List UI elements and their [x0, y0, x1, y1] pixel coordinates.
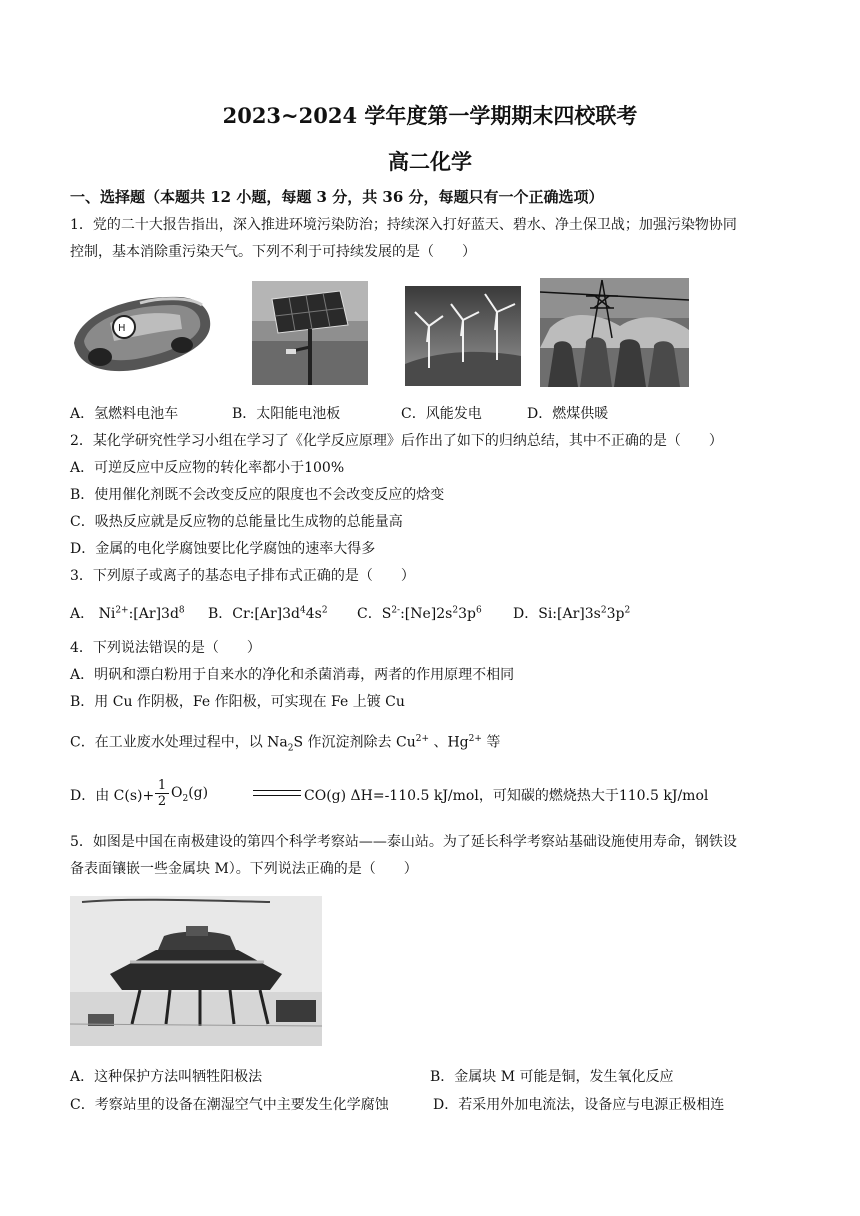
q4-stem: 4．下列说法错误的是（ ）: [70, 640, 261, 656]
wind-turbine-image: [405, 286, 521, 386]
taishan-station-image: [70, 896, 322, 1046]
q5-stem-line1: 5．如图是中国在南极建设的第四个科学考察站——泰山站。为了延长科学考察站基础设施使用寿命，钢铁设: [70, 834, 737, 850]
q2-stem: 2．某化学研究性学习小组在学习了《化学反应原理》后作出了如下的归纳总结，其中不正确的是（ ）: [70, 433, 723, 449]
q4-option-a: A．明矾和漂白粉用于自来水的净化和杀菌消毒，两者的作用原理不相同: [70, 667, 515, 683]
q5-option-d: D．若采用外加电流法，设备应与电源正极相连: [433, 1097, 725, 1113]
q1-option-a: A．氢燃料电池车: [70, 406, 179, 422]
q3-option-d: D．$Si:[Ar]3s^23p^2$: [513, 605, 631, 622]
q3-options: [70, 603, 790, 625]
svg-text:H: H: [118, 323, 126, 334]
section-heading: 一、选择题（本题共 12 小题，每题 3 分，共 36 分，每题只有一个正确选项）: [70, 188, 604, 206]
q2-option-c: C．吸热反应就是反应物的总能量比生成物的总能量高: [70, 514, 403, 530]
q4-option-b: B．用 Cu 作阴极，Fe 作阳极，可实现在 Fe 上镀 Cu: [70, 694, 405, 710]
coal-power-plant-image: [540, 278, 689, 387]
hydrogen-car-image: [70, 283, 215, 383]
q2-option-b: B．使用催化剂既不会改变反应的限度也不会改变反应的焓变: [70, 487, 445, 503]
q3-option-b: B．$Cr:[Ar]3d^44s^2$: [208, 605, 328, 622]
q5-option-c: C．考察站里的设备在潮湿空气中主要发生化学腐蚀: [70, 1097, 389, 1113]
exam-title: 2023~2024 学年度第一学期期末四校联考: [222, 103, 638, 128]
q4-option-d-product: CO(g) ΔH=-110.5 kJ/mol，可知碳的燃烧热大于110.5 kJ/mol: [304, 788, 709, 804]
q1-option-d: D．燃煤供暖: [527, 406, 609, 422]
q3-stem: 3．下列原子或离子的基态电子排布式正确的是（ ）: [70, 568, 415, 584]
exam-subject: 高二化学: [388, 149, 472, 174]
q2-option-a: A．可逆反应中反应物的转化率都小于100%: [70, 460, 345, 476]
q5-option-b: B．金属块 M 可能是铜，发生氧化反应: [430, 1069, 674, 1085]
q1-stem-line1: 1．党的二十大报告指出，深入推进环境污染防治；持续深入打好蓝天、碧水、净土保卫战；加强污染物协同: [70, 217, 737, 233]
q1-options: [70, 403, 790, 425]
q4-option-d-fraction: $\frac{1}{2}$: [155, 778, 169, 809]
q1-option-b: B．太阳能电池板: [232, 406, 341, 422]
q4-option-c: C．在工业废水处理过程中，以 $Na_2S$ 作沉淀剂除去 $Cu^{2+}$ 、$Hg^{2+}$ 等: [70, 734, 501, 754]
q1-option-c: C．风能发电: [401, 406, 482, 422]
q1-stem-line2: 控制，基本消除重污染天气。下列不利于可持续发展的是（ ）: [70, 244, 476, 260]
q3-option-c: C．$S^{2-}:[Ne]2s^23p^6$: [357, 605, 482, 622]
q4-option-d-equals-sign: [253, 790, 301, 796]
q4-option-d-oxygen: $O_2(g)$: [171, 785, 209, 804]
q4-option-d-prefix: D．由 C(s)+: [70, 788, 155, 804]
q2-option-d: D．金属的电化学腐蚀要比化学腐蚀的速率大得多: [70, 541, 376, 557]
q3-option-a: A． $Ni^{2+}:[Ar]3d^8$: [70, 605, 185, 622]
solar-panel-image: [252, 281, 368, 385]
q5-option-a: A．这种保护方法叫牺牲阳极法: [70, 1069, 263, 1085]
q5-stem-line2: 备表面镶嵌一些金属块 M）。下列说法正确的是（ ）: [70, 861, 418, 877]
